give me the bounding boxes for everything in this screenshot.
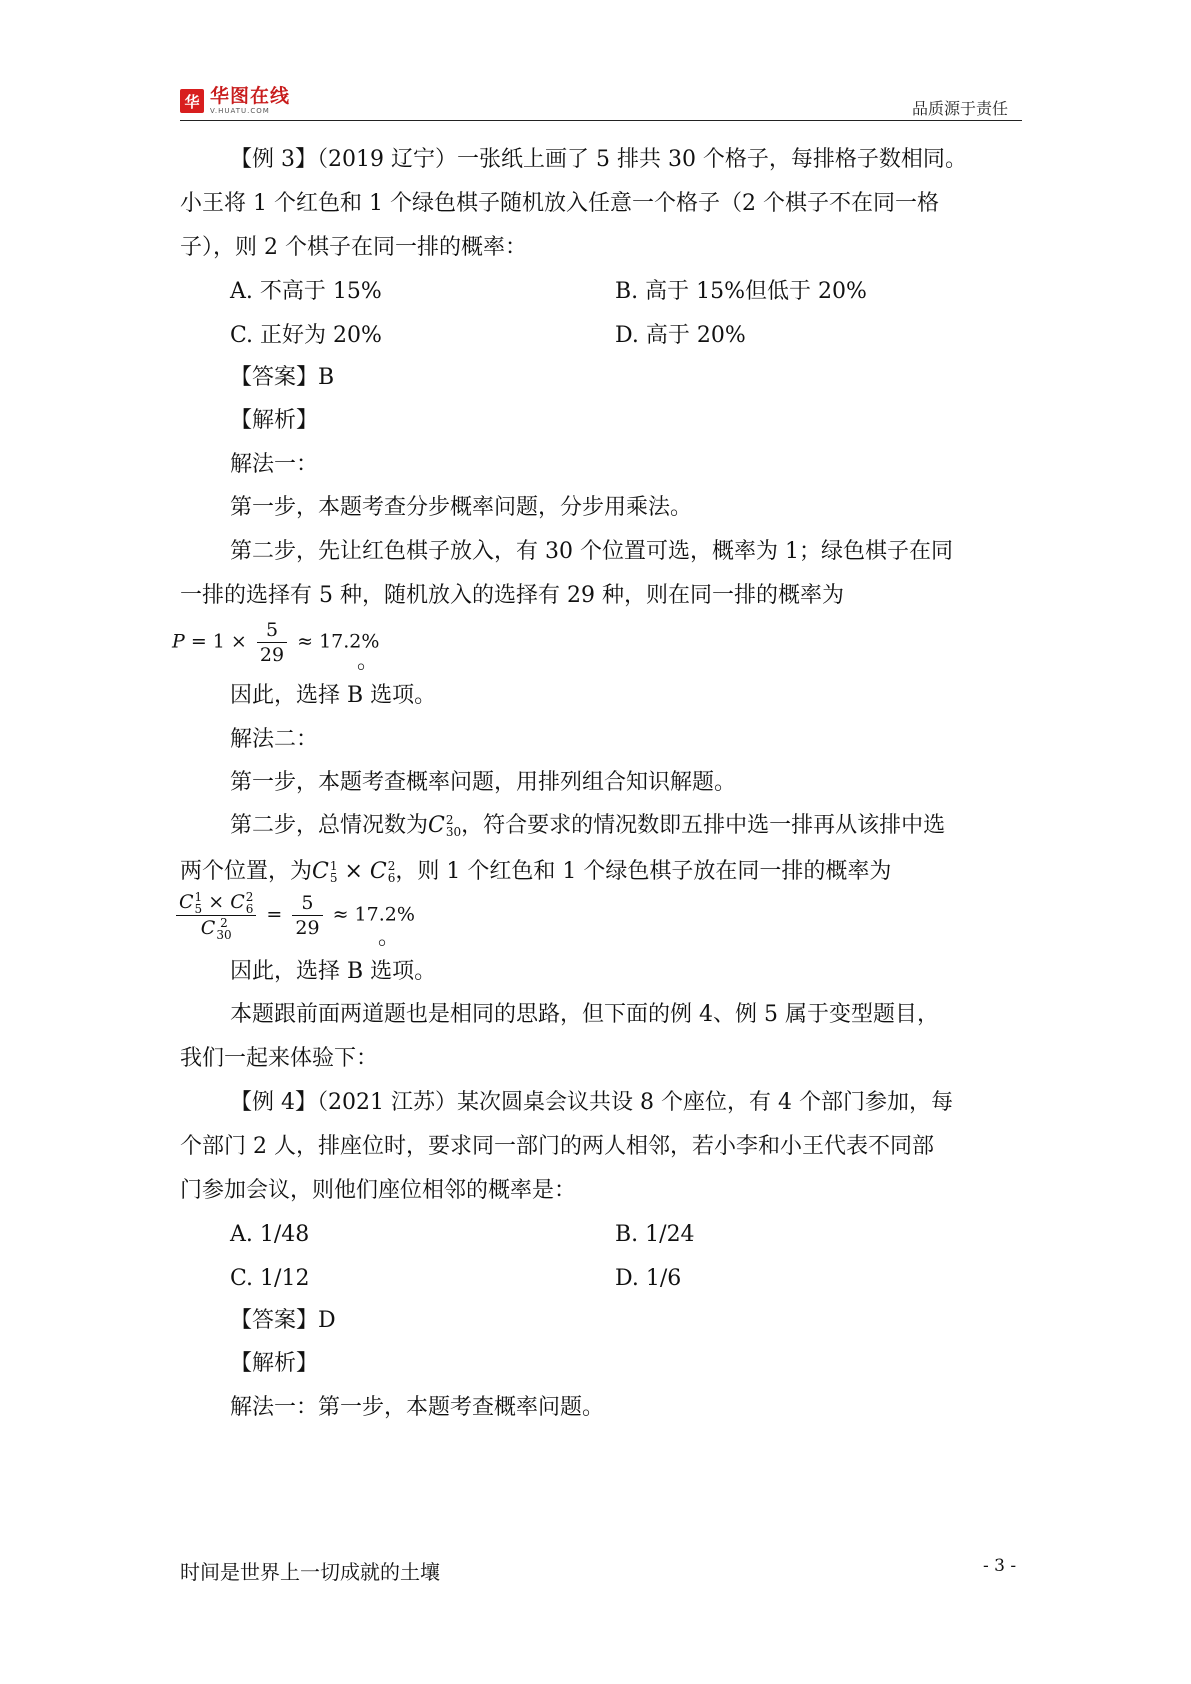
method2-step1: 第一步，本题考查概率问题，用排列组合知识解题。 — [230, 770, 737, 795]
formula-1-fraction — [257, 618, 287, 667]
answer-label: 【答案】B — [230, 365, 335, 390]
method1-step2-a: 第二步，先让红色棋子放入，有 30 个位置可选，概率为 1；绿色棋子在同 — [230, 539, 953, 564]
f2-c5-sub: 5 — [194, 902, 203, 916]
footer-motto: 时间是世界上一切成就的土壤 — [180, 1560, 440, 1584]
formula-1-result: ≈ 17.2% — [291, 630, 380, 653]
times-sign: × — [337, 859, 370, 884]
option-c: C. 正好为 20% — [230, 323, 382, 348]
example4-analysis-label: 【解析】 — [230, 1351, 319, 1376]
f2-c30-sub: 30 — [216, 928, 232, 942]
method2-step2-a-pre: 第二步，总情况数为 — [230, 813, 429, 838]
formula-1-p: P — [172, 630, 185, 653]
f2-c5-letter: C — [179, 891, 194, 913]
formula-1-num: 5 — [257, 618, 287, 643]
comb-c6-sup: 2 — [387, 859, 396, 873]
example4-line1: 【例 4】（2021 江苏）某次圆桌会议共设 8 个座位，有 4 个部门参加，每 — [230, 1090, 953, 1115]
formula-1-period: 。 — [357, 649, 380, 674]
method2-step2-a — [230, 812, 945, 840]
comb-c5-sub: 5 — [329, 871, 338, 885]
method1-label: 解法一： — [230, 452, 319, 477]
formula-1-den: 29 — [259, 644, 285, 666]
comb-c30-sub: 30 — [445, 825, 462, 839]
comb-c6-2 — [370, 858, 395, 886]
example4-method1: 解法一：第一步，本题考查概率问题。 — [230, 1395, 605, 1420]
comb-c5-1 — [312, 858, 337, 886]
huatu-logo — [180, 86, 290, 116]
header-slogan: 品质源于责任 — [911, 99, 1008, 118]
example3-line3: 子），则 2 个棋子在同一排的概率： — [180, 235, 527, 260]
example4-option-d: D. 1/6 — [615, 1266, 682, 1291]
conclusion-1: 因此，选择 B 选项。 — [230, 683, 437, 708]
example3-line2: 小王将 1 个红色和 1 个绿色棋子随机放入任意一个格子（2 个棋子不在同一格 — [180, 191, 939, 216]
method2-step2-b — [180, 858, 891, 886]
f2-c6-letter: C — [230, 891, 245, 913]
f2-c6-sub: 6 — [245, 902, 254, 916]
f2-times: × — [202, 891, 231, 913]
option-d: D. 高于 20% — [615, 323, 746, 348]
formula-2-result: ≈ 17.2% — [326, 903, 415, 926]
f2-c6-sup: 2 — [245, 890, 254, 904]
formula-2-left-num — [176, 890, 256, 916]
example4-option-c: C. 1/12 — [230, 1266, 310, 1291]
logo-url: V.HUATU.COM — [210, 107, 270, 115]
option-a: A. 不高于 15% — [230, 279, 382, 304]
f2-c5-sup: 1 — [194, 890, 203, 904]
example4-option-a: A. 1/48 — [230, 1222, 310, 1247]
comb-c6-letter: C — [369, 859, 387, 884]
example4-line3: 门参加会议，则他们座位相邻的概率是： — [180, 1178, 577, 1203]
conclusion-2: 因此，选择 B 选项。 — [230, 959, 437, 984]
option-b: B. 高于 15%但低于 20% — [615, 279, 867, 304]
formula-1 — [172, 618, 379, 667]
remark-line2: 我们一起来体验下： — [180, 1046, 379, 1071]
example4-line2: 个部门 2 人，排座位时，要求同一部门的两人相邻，若小李和小王代表不同部 — [180, 1134, 934, 1159]
page-number: - 3 - — [983, 1556, 1017, 1576]
remark-line1: 本题跟前面两道题也是相同的思路，但下面的例 4、例 5 属于变型题目， — [230, 1002, 939, 1027]
formula-2-right-fraction — [292, 891, 322, 940]
formula-2-period: 。 — [378, 925, 401, 950]
page-header — [180, 82, 1022, 121]
method2-step2-b-post: ，则 1 个红色和 1 个绿色棋子放在同一排的概率为 — [395, 859, 892, 884]
method2-label: 解法二： — [230, 727, 319, 752]
method2-step2-b-pre: 两个位置，为 — [180, 859, 313, 884]
formula-2-eq: = — [260, 903, 289, 926]
example4-answer: 【答案】D — [230, 1308, 336, 1333]
comb-c5-sup: 1 — [329, 859, 338, 873]
example3-line1: 【例 3】（2019 辽宁）一张纸上画了 5 排共 30 个格子，每排格子数相同。 — [230, 147, 967, 172]
f2-c30-sup: 2 — [220, 916, 228, 930]
formula-2-den: 29 — [295, 917, 320, 939]
analysis-label: 【解析】 — [230, 408, 319, 433]
comb-c30-sup: 2 — [445, 813, 454, 827]
formula-1-eq: = 1 × — [184, 630, 253, 653]
example4-option-b: B. 1/24 — [615, 1222, 695, 1247]
method1-step1: 第一步，本题考查分步概率问题，分步用乘法。 — [230, 495, 693, 520]
comb-c6-sub: 6 — [387, 871, 396, 885]
logo-name: 华图在线 — [210, 85, 291, 107]
comb-c30-2 — [428, 812, 461, 840]
formula-2-left-fraction — [176, 890, 256, 941]
comb-c30-letter: C — [428, 813, 445, 838]
comb-c5-letter: C — [312, 859, 329, 884]
method1-step2-b: 一排的选择有 5 种，随机放入的选择有 29 种，则在同一排的概率为 — [180, 583, 844, 608]
formula-2-num: 5 — [292, 891, 322, 916]
f2-c30-letter: C — [200, 917, 216, 939]
formula-2-left-den — [176, 916, 256, 941]
logo-mark-icon: 华 — [180, 89, 204, 113]
method2-step2-a-post: ，符合要求的情况数即五排中选一排再从该排中选 — [461, 813, 946, 838]
